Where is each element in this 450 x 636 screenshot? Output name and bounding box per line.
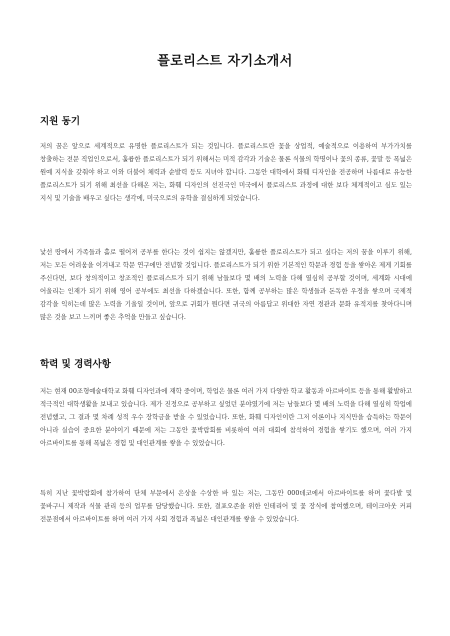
document-title: 플로리스트 자기소개서 [157, 54, 293, 69]
paragraph: 낯선 땅에서 가족들과 홀로 떨어져 공부를 한다는 것이 쉽지는 않겠지만, 훌륭한 플로리스트가 되고 싶다는 저의 꿈을 이루기 위해, 저는 모든 어려움을 이겨내고 학문 연구에만 전념할 것입니다. 플로리스트가 되기 위한 기본적인 학문과 경험 등을 쌓아온 제게 기회를 주신다면, 보다 창의적이고 창조적인 플로리스트가 되기 위해 남들보다 몇 배의 노력을 다해 열심히 공부할 것이며, 세계화 시대에 어울리는 인재가 되기 위해 영어 공부에도 최선을 다하겠습니다. 또한, 함께 공부하는 많은 학생들과 돈독한 우정을 쌓으며 국제적 감각을 익히는데 많은 노력을 기울일 것이며, 앞으로 귀회가 뭔다면 귀국의 아름답고 위대한 자연 경관과 문화 유적지를 찾아다니며 많은 것을 보고 느끼며 좋은 추억을 만들고 싶습니다. [40, 248, 412, 321]
paragraph: 저는 현재 00조형예술대학교 화훼 디자인과에 재학 중이며, 학업은 물론 여러 가지 다양한 학교 활동과 아르바이트 등을 통해 활발하고 적극적인 대학생활을 보내고 있습니다. 제가 진정으로 공부하고 싶었던 분야였기에 저는 남들보다 몇 배의 노력을 다해 열심히 학업에 전념했고, 그 결과 몇 차례 성적 우수 장학금을 받을 수 있었습니다. 또한, 화훼 디자인이란 그저 이론이나 지식만을 습득하는 학문이 아니라 실습이 중요한 분야이기 때문에 저는 그동안 꽃박람회를 비롯하여 여러 대회에 참석하여 경험을 쌓기도 했으며, 여러 가지 아르바이트를 통해 폭넓은 경험 및 대인관계를 쌓을 수 있었습니다. [40, 387, 412, 447]
paragraph: 특히 지난 꽃박람회에 참가하여 단체 부문에서 은상을 수상한 바 있는 저는, 그동안 000데코에서 아르바이트를 하며 꽃다발 및 꽃바구니 제작과 식물 관리 등의 업무를 담당했습니다. 또한, 결포오존을 위한 인테리어 및 꽃 장식에 참여했으며, 테이크아웃 커피 전문점에서 아르바이트를 하며 여러 가지 사회 경험과 폭넓은 대인관계를 쌓을 수 있었습니다. [40, 489, 412, 523]
section-heading-education-career: 학력 및 경력사항 [40, 359, 111, 370]
paragraph: 저의 꿈은 앞으로 세계적으로 유명한 플로리스트가 되는 것입니다. 플로리스트란 꽃을 상업적, 예술적으로 이용하여 부가가치를 창출하는 전문 직업인으로서, 훌륭한 플로리스트가 되기 위해서는 미적 감각과 기술은 물론 식물의 학명이나 꽃의 종류, 꽃말 등 폭넓은 원예 지식을 갖춰야 하고 이와 더불어 체력과 순발력 등도 지녀야 합니다. 그동안 대학에서 화훼 디자인을 전공하며 나름대로 유능한 플로리스트가 되기 위해 최선을 다해온 저는, 화훼 디자인의 선진국인 미국에서 플로리스트 과정에 대한 보다 체계적이고 심도 있는 지식 및 기술을 배우고 싶다는 생각에, 미국으로의 유학을 결심하게 되었습니다. [40, 142, 412, 202]
section-heading-motivation: 지원 동기 [40, 116, 81, 127]
